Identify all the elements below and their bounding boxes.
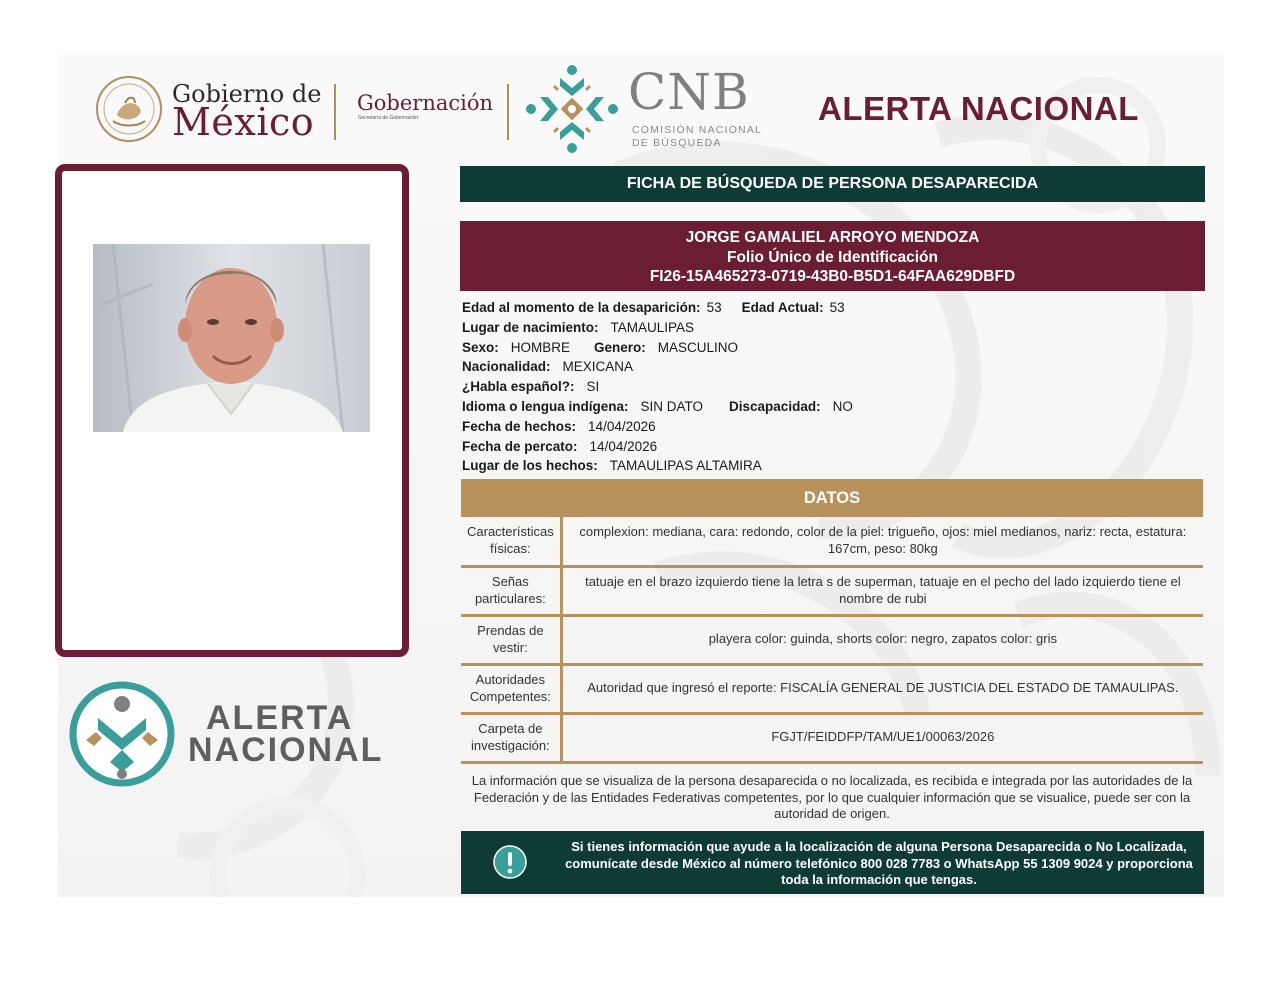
row-label: Señas particulares: xyxy=(461,566,561,615)
cnb-subtitle-line1: COMISIÓN NACIONAL xyxy=(632,124,763,136)
lugar-nacimiento-value: TAMAULIPAS xyxy=(610,319,695,335)
table-row xyxy=(461,566,1203,615)
row-label: Autoridades Competentes: xyxy=(461,664,561,713)
cnb-subtitle xyxy=(632,124,762,150)
folio-label: Folio Único de Identificación xyxy=(727,248,938,266)
info-row xyxy=(462,377,1202,397)
lugar-hechos-value: TAMAULIPAS ALTAMIRA xyxy=(609,458,762,474)
row-value: Autoridad que ingresó el reporte: FISCALÍA GENERAL DE JUSTICIA DEL ESTADO DE TAMAULIPAS. xyxy=(561,664,1203,713)
alerta-nacional-logo-text xyxy=(188,699,384,769)
table-row xyxy=(461,615,1203,664)
info-row xyxy=(462,397,1202,417)
info-row xyxy=(462,357,1202,377)
datos-header: DATOS xyxy=(461,479,1203,517)
person-name: JORGE GAMALIEL ARROYO MENDOZA xyxy=(685,229,980,246)
contact-text: Si tienes información que ayude a la localización de alguna Persona Desaparecida o No Localizada, comunícate desde México al número telefónico 800 028 7783 o WhatsApp 55 1309 9024 y proporciona toda la información que tengas. xyxy=(565,839,1193,887)
info-row xyxy=(462,456,1202,476)
datos-table xyxy=(461,517,1203,764)
table-row xyxy=(461,517,1203,566)
alerta-logo-line1: ALERTA xyxy=(206,699,354,737)
person-info xyxy=(462,298,1202,476)
habla-espanol-label: ¿Habla español?: xyxy=(462,379,575,395)
header-divider xyxy=(507,84,509,140)
row-value: playera color: guinda, shorts color: negro, zapatos color: gris xyxy=(561,615,1203,664)
idioma-value: SIN DATO xyxy=(640,398,704,414)
edad-actual-value: 53 xyxy=(829,300,845,315)
info-row xyxy=(462,437,1202,457)
table-row xyxy=(461,713,1203,762)
row-label: Prendas de vestir: xyxy=(461,615,561,664)
national-seal-icon xyxy=(95,75,163,143)
fecha-hechos-value: 14/04/2026 xyxy=(588,418,656,434)
genero-label: Genero: xyxy=(594,339,646,355)
alerta-logo-line2: NACIONAL xyxy=(188,731,384,769)
page-title: ALERTA NACIONAL xyxy=(818,90,1139,127)
gobernacion-subtitle: Secretaría de Gobernación xyxy=(358,115,419,121)
cnb-emblem-icon xyxy=(526,64,618,154)
fecha-percato-label: Fecha de percato: xyxy=(462,438,578,454)
sexo-label: Sexo: xyxy=(462,339,499,355)
genero-value: MASCULINO xyxy=(657,339,739,355)
edad-desaparicion-value: 53 xyxy=(706,300,722,315)
row-value: complexion: mediana, cara: redondo, color de la piel: trigueño, ojos: miel medianos, nariz: recta, estatura: 167cm, peso: 80kg xyxy=(561,517,1203,566)
folio-value: FI26-15A465273-0719-43B0-B5D1-64FAA629DBFD xyxy=(649,268,1016,285)
header-divider xyxy=(334,84,336,140)
info-row xyxy=(462,318,1202,338)
row-label: Carpeta de investigación: xyxy=(461,713,561,762)
contact-bar xyxy=(461,831,1204,894)
nacionalidad-value: MEXICANA xyxy=(562,359,634,375)
lugar-nacimiento-label: Lugar de nacimiento: xyxy=(462,319,599,335)
habla-espanol-value: SI xyxy=(586,379,600,395)
person-photo xyxy=(93,244,370,432)
ficha-title-bar: FICHA DE BÚSQUEDA DE PERSONA DESAPARECIDA xyxy=(460,166,1205,202)
discapacidad-value: NO xyxy=(832,398,853,414)
gobierno-logo-line1: Gobierno de xyxy=(172,80,322,108)
edad-desaparicion-label: Edad al momento de la desaparición: xyxy=(462,300,701,315)
fecha-percato-value: 14/04/2026 xyxy=(589,438,658,454)
table-row xyxy=(461,664,1203,713)
row-value: tatuaje en el brazo izquierdo tiene la letra s de superman, tatuaje en el pecho del lado izquierdo tiene el nombre de rubi xyxy=(561,566,1203,615)
info-row xyxy=(462,338,1202,358)
idioma-label: Idioma o lengua indígena: xyxy=(462,398,629,414)
exclamation-icon xyxy=(493,845,527,879)
lugar-hechos-label: Lugar de los hechos: xyxy=(462,458,598,474)
nacionalidad-label: Nacionalidad: xyxy=(462,359,551,375)
cnb-logo-text: CNB xyxy=(628,63,750,121)
discapacidad-label: Discapacidad: xyxy=(729,398,821,414)
person-header xyxy=(460,221,1205,291)
row-label: Características físicas: xyxy=(461,517,561,566)
info-row xyxy=(462,417,1202,437)
edad-actual-label: Edad Actual: xyxy=(741,300,824,315)
fecha-hechos-label: Fecha de hechos: xyxy=(462,418,577,434)
sexo-value: HOMBRE xyxy=(510,339,571,355)
row-value: FGJT/FEIDDFP/TAM/UE1/00063/2026 xyxy=(561,713,1203,762)
info-row xyxy=(462,298,1202,318)
alerta-nacional-emblem-icon xyxy=(68,680,176,788)
gobierno-logo-line2: México xyxy=(172,100,315,144)
disclaimer-text: La información que se visualiza de la persona desaparecida o no localizada, es recibida e integrada por las autoridades de la Federación y de las Entidades Federativas competentes, por lo que cualquier información que se visualice, puede ser con la autoridad de origen. xyxy=(471,773,1193,821)
gobernacion-logo: Gobernación xyxy=(357,91,494,115)
cnb-subtitle-line2: DE BÚSQUEDA xyxy=(632,137,722,149)
